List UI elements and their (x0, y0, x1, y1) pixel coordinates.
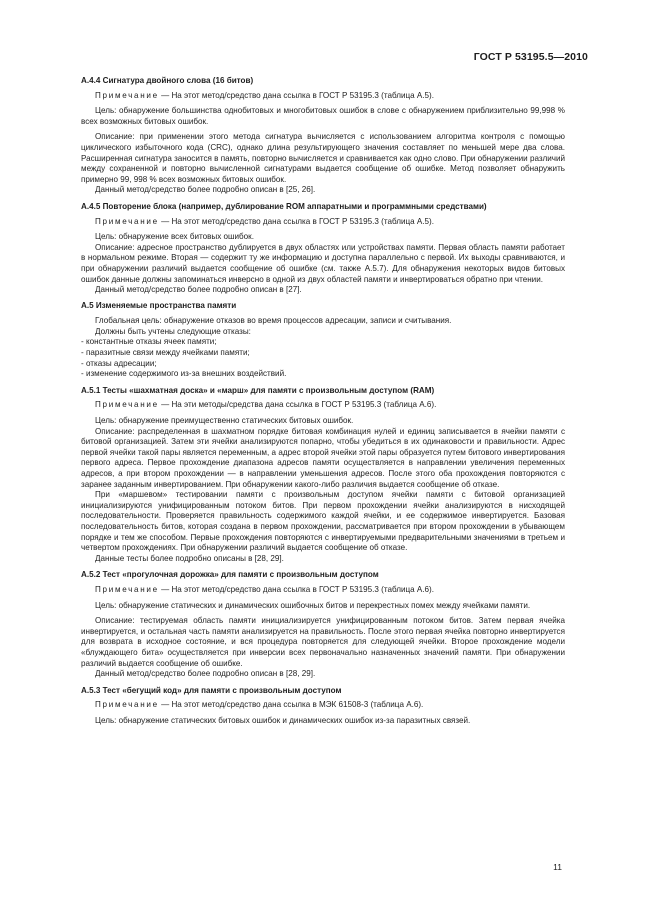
note-paragraph (81, 700, 565, 711)
list-item: - паразитные связи между ячейками памяти; (81, 348, 250, 358)
body-paragraph: Цель: обнаружение статических битовых ошибок и динамических ошибок из-за паразитных связей. (95, 715, 471, 725)
section-heading: А.4.4 Сигнатура двойного слова (16 битов) (81, 76, 254, 85)
body-paragraph: Данный метод/средство более подробно описан в [27]. (95, 285, 302, 295)
section-heading: А.5.1 Тесты «шахматная доска» и «марш» для памяти с произвольным доступом (RAM) (81, 385, 435, 395)
body-paragraph: Описание: адресное пространство дублируется в двух областях или устройствах памяти. Первая область памяти работает в нормальном режиме. Вторая — содержит ту же информацию и доступна параллельно с первой. Их выходы сравниваются, и при обнаружении различий выдается сообщение об ошибке (см. также А.5.7). Для обнаружения некоторых видов битовых ошибок данные должны запоминаться инверсно в одной из двух областей памяти и инвертироваться обратно при чтении. (81, 242, 565, 284)
body-paragraph: Данные тесты более подробно описаны в [28, 29]. (95, 553, 284, 563)
body-paragraph: При «маршевом» тестировании памяти с произвольным доступом ячейки памяти с битовой организацией инициализируются унифицированным потоком битов. При первом прохождении ячейки анализируются в нисходящей последовательности. Проверяется правильность содержимого каждой ячейки, и ее содержимое инвертируется. Базовая последовательность битов, которая создана в первом прохождении, рассматривается при втором прохождении в убывающем порядке и тем же способом. Первые прохождения повторяются с инвертируемыми предварительными значениями в третьем и четвертом прохождениях. При обнаружении различий выдается сообщение об отказе. (81, 490, 565, 553)
body-paragraph: Цель: обнаружение большинства однобитовых и многобитовых ошибок в слове с обнаружением приблизительно 99,998 % всех возможных битовых ошибок. (81, 106, 565, 126)
body-paragraph: Данный метод/средство более подробно описан в [28, 29]. (95, 669, 316, 679)
note-label: Примечание (95, 216, 159, 226)
body-paragraph: Описание: при применении этого метода сигнатура вычисляется с использованием алгоритма контроля с помощью циклического избыточного кода (CRC), однако длина результирующего значения составляет по меньшей мере два слова. Расширенная сигнатура заносится в память, повторно вычисляется и сравнивается как одно слово. При обнаружении различий между сохраненной и повторно вычисленной сигнатурами выдается сообщение об ошибке. Метод позволяет обнаружить примерно 99, 998 % всех возможных битовых ошибок. (81, 132, 565, 184)
note-text: — На эти методы/средства дана ссылка в ГОСТ Р 53195.3 (таблица А.6). (158, 400, 437, 410)
note-text: — На этот метод/средство дана ссылка в МЭК 61508-3 (таблица А.6). (158, 700, 424, 710)
body-paragraph: Цель: обнаружение статических и динамических ошибочных битов и перекрестных помех между ячейками памяти. (95, 600, 531, 610)
body-paragraph: Описание: распределенная в шахматном порядке битовая комбинация нулей и единиц записывается в ячейки памяти с битовой организацией. Затем эти ячейки анализируются попарно, чтобы убедиться в их одинаковости и правильности. Адрес первой ячейки такой пары является переменным, а адрес второй ячейки этой пары образуется путем битового инвертирования первого адреса. Первое прохождение диапазона адресов памяти осуществляется в направлении увеличения переменных адресов, а при втором прохождении — в направлении уменьшения адресов. После этого оба прохождения повторяются с заранее заданным инвертированием. При обнаружении какого-либо различия выдается сообщение об отказе. (81, 426, 565, 489)
section-heading: А.5.3 Тест «бегущий код» для памяти с произвольным доступом (81, 685, 342, 695)
document-body (81, 76, 565, 726)
body-paragraph: Должны быть учтены следующие отказы: (95, 326, 251, 336)
note-text: — На этот метод/средство дана ссылка в ГОСТ Р 53195.3 (таблица А.5). (158, 216, 434, 226)
body-paragraph: Данный метод/средство более подробно описан в [25, 26]. (95, 185, 316, 195)
list-item: - изменение содержимого из-за внешних воздействий. (81, 369, 287, 379)
section-heading: А.4.5 Повторение блока (например, дублирование ROM аппаратными и программными средствами) (81, 201, 487, 211)
section-heading: А.5 Изменяемые пространства памяти (81, 300, 237, 310)
note-label: Примечание (95, 400, 159, 410)
body-paragraph: Описание: тестируемая область памяти инициализируется унифицированным потоком битов. Затем первая ячейка инвертируется, и остальная часть памяти анализируется на правильность. После этого первая ячейка повторно инвертируется для возврата в исходное состояние, и вся процедура повторяется для следующей ячейки. Второе прохождение модели «блуждающего бита» осуществляется при инверсии всех первоначально назначенных значений памяти. При обнаружении различий выдается сообщение об ошибке. (81, 616, 565, 668)
body-paragraph: Цель: обнаружение всех битовых ошибок. (95, 232, 254, 242)
body-paragraph: Глобальная цель: обнаружение отказов во время процессов адресации, записи и считывания. (95, 316, 452, 326)
list-item: - отказы адресации; (81, 358, 157, 368)
note-text: — На этот метод/средство дана ссылка в ГОСТ Р 53195.3 (таблица А.6). (158, 584, 434, 594)
note-label: Примечание (95, 700, 159, 710)
page-number: 11 (553, 862, 562, 872)
list-item: - константные отказы ячеек памяти; (81, 337, 217, 347)
note-text: — На этот метод/средство дана ссылка в ГОСТ Р 53195.3 (таблица А.5). (158, 90, 434, 100)
document-header: ГОСТ Р 53195.5—2010 (473, 51, 588, 63)
note-label: Примечание (95, 90, 159, 100)
note-paragraph (81, 217, 565, 228)
note-paragraph (81, 91, 565, 102)
body-paragraph: Цель: обнаружение преимущественно статических битовых ошибок. (95, 416, 354, 426)
note-paragraph (81, 585, 565, 596)
note-paragraph (81, 400, 565, 411)
section-heading: А.5.2 Тест «прогулочная дорожка» для памяти с произвольным доступом (81, 570, 379, 580)
note-label: Примечание (95, 584, 159, 594)
